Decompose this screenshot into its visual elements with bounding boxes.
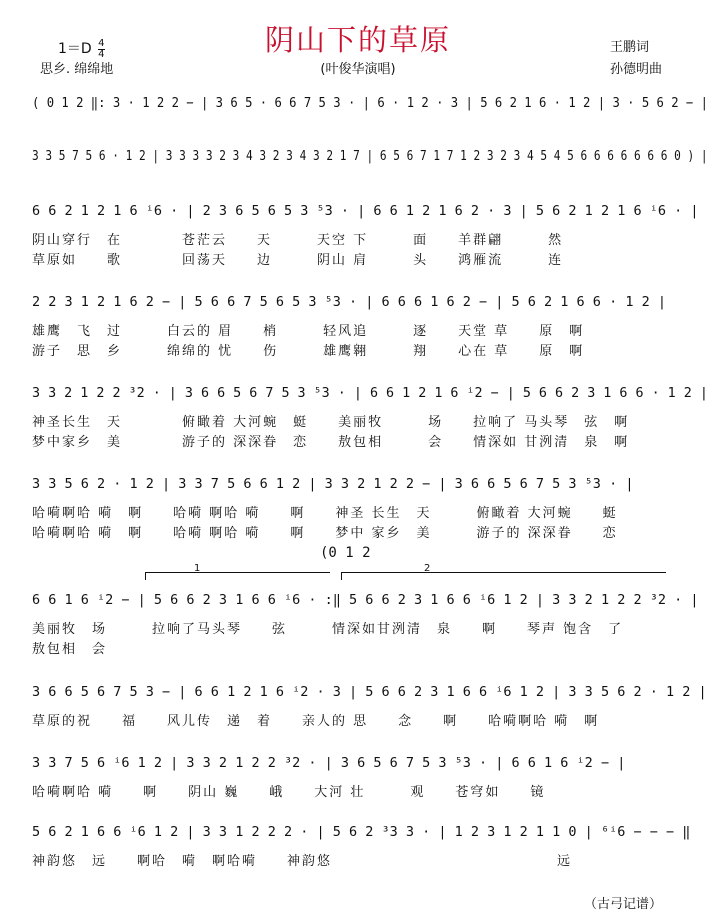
score-row-3-lyrics-verse1: 阴山穿行 在 苍茫云 天 天空 下 面 羊群翩 然 <box>32 233 564 248</box>
performer-subtitle: (叶俊华演唱) <box>320 62 396 77</box>
score-row-4-notes: 2 2 3 1 2 1 6 2 − | 5 6 6 7 5 6 5 3 ⁵3 · | 6 6 6 1 6 2 − | 5 6 2 1 6 6 · 1 2 | <box>32 294 666 310</box>
score-row-9-lyrics: 哈嗬啊哈 嗬 啊 阴山 巍 峨 大河 壮 观 苍穹如 镜 <box>32 785 546 800</box>
key-signature <box>58 38 105 60</box>
volta-pickup: (0 1 2 <box>320 545 371 561</box>
composer-credit: 孙德明曲 <box>610 62 663 77</box>
score-row-7-lyrics-verse1: 美丽牧 场 拉响了马头琴 弦 情深如甘洌清 泉 啊 琴声 饱含 了 <box>32 622 624 637</box>
score-row-3-lyrics-verse2: 草原如 歌 回荡天 边 阴山 肩 头 鸿雁流 连 <box>32 253 564 268</box>
song-title: 阴山下的草原 <box>264 23 451 57</box>
tempo-mood: 思乡. 绵绵地 <box>40 62 114 77</box>
score-row-5-lyrics-verse2: 梦中家乡 美 游子的 深深眷 恋 敖包相 会 情深如 甘洌清 泉 啊 <box>32 435 630 450</box>
score-row-4-lyrics-verse2: 游子 思 乡 绵绵的 忧 伤 雄鹰翱 翔 心在 草 原 啊 <box>32 344 585 359</box>
score-row-10-notes: 5 6 2 1 6 6 ⁱ6 1 2 | 3 3 1 2 2 2 · | 5 6 2 ³3 3 · | 1 2 3 1 2 1 1 0 | ⁶ⁱ6 − − − ‖ <box>32 824 691 840</box>
score-row-3-notes: 6 6 2 1 2 1 6 ⁱ6 · | 2 3 6 5 6 5 3 ⁵3 · | 6 6 1 2 1 6 2 · 3 | 5 6 2 1 2 1 6 ⁱ6 · | <box>32 203 699 219</box>
score-row-8-lyrics: 草原的祝 福 风儿传 递 着 亲人的 思 念 啊 哈嗬啊哈 嗬 啊 <box>32 714 600 729</box>
score-row-5-notes: 3 3 2 1 2 2 ³2 · | 3 6 6 5 6 7 5 3 ⁵3 · | 6 6 1 2 1 6 ⁱ2 − | 5 6 6 2 3 1 6 6 · 1 2 | <box>32 385 708 401</box>
time-sig-numerator: 4 <box>98 37 105 49</box>
score-row-7-notes: 6 6 1 6 ⁱ2 − | 5 6 6 2 3 1 6 6 ⁱ6 · :‖ 5 6 6 2 3 1 6 6 ⁱ6 1 2 | 3 3 2 1 2 2 ³2 · | <box>32 592 699 608</box>
first-ending-number: 1 <box>194 563 201 574</box>
score-row-4-lyrics-verse1: 雄鹰 飞 过 白云的 眉 梢 轻风追 逐 天堂 草 原 啊 <box>32 324 585 339</box>
score-row-9-notes: 3 3 7 5 6 ⁱ6 1 2 | 3 3 2 1 2 2 ³2 · | 3 6 5 6 7 5 3 ⁵3 · | 6 6 1 6 ⁱ2 − | <box>32 755 626 771</box>
score-row-6-lyrics-verse2: 哈嗬啊哈 嗬 啊 哈嗬 啊哈 嗬 啊 梦中 家乡 美 游子的 深深眷 恋 <box>32 526 618 541</box>
time-signature <box>98 39 104 60</box>
score-row-6-lyrics-verse1: 哈嗬啊哈 嗬 啊 哈嗬 啊哈 嗬 啊 神圣 长生 天 俯瞰着 大河蜿 蜓 <box>32 506 618 521</box>
score-row-8-notes: 3 6 6 5 6 7 5 3 − | 6 6 1 2 1 6 ⁱ2 · 3 | 5 6 6 2 3 1 6 6 ⁱ6 1 2 | 3 3 5 6 2 · 1 2 | <box>32 684 707 700</box>
score-row-5-lyrics-verse1: 神圣长生 天 俯瞰着 大河蜿 蜓 美丽牧 场 拉响了 马头琴 弦 啊 <box>32 415 630 430</box>
score-row-6-notes: 3 3 5 6 2 · 1 2 | 3 3 7 5 6 6 1 2 | 3 3 2 1 2 2 − | 3 6 6 5 6 7 5 3 ⁵3 · | <box>32 476 634 492</box>
second-ending-tick <box>341 572 342 580</box>
lyricist-credit: 王鹏词 <box>610 40 650 55</box>
first-ending-bracket <box>145 572 330 573</box>
score-row-7-lyrics-verse2: 敖包相 会 <box>32 642 108 657</box>
second-ending-number: 2 <box>424 563 431 574</box>
second-ending-bracket <box>341 572 666 573</box>
transcriber-credit: （古弓记谱） <box>584 897 663 912</box>
score-row-2-notes: 3 3 5 7 5 6 · 1 2 | 3 3 3 3 2 3 4 3 2 3 4 3 2 1 7 | 6 5 6 7 1 7 1 2 3 2 3 4 5 4 5 6 6 6 6 6 6 6 0 ) | <box>32 148 708 164</box>
key-label: 1＝D <box>58 41 92 57</box>
time-sig-denominator: 4 <box>98 48 105 60</box>
score-row-10-lyrics: 神韵悠 远 啊哈 嗬 啊哈嗬 神韵悠 远 <box>32 854 573 869</box>
score-row-1-notes: ( 0 1 2 ‖: 3 · 1 2 2 − | 3 6 5 · 6 6 7 5 3 · | 6 · 1 2 · 3 | 5 6 2 1 6 · 1 2 | 3 · 5 6 2 − | <box>32 95 708 111</box>
first-ending-tick <box>145 572 146 580</box>
